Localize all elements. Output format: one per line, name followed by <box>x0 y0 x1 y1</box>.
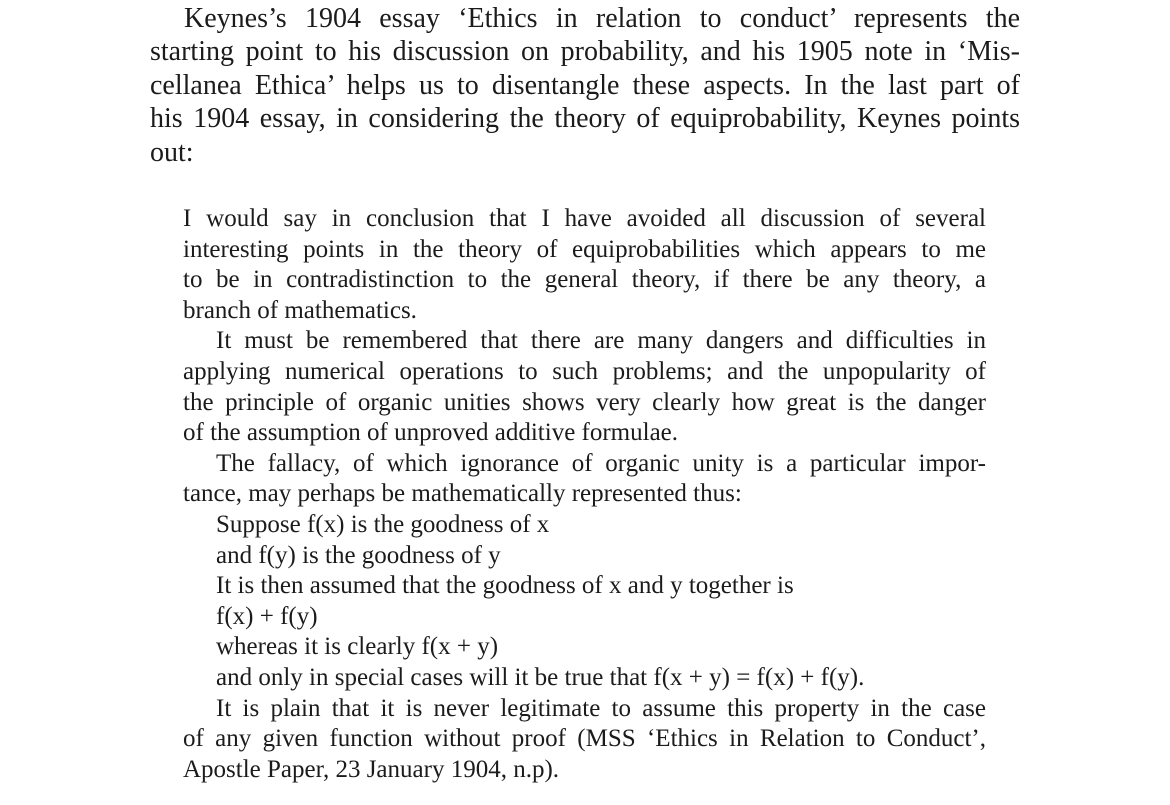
formula-line: f(x) + f(y) <box>216 602 318 630</box>
formula-line: whereas it is clearly f(x + y) <box>216 633 499 661</box>
text-line: cellanea Ethica’ helps us to disentangle these aspects. In the last part of <box>150 69 1020 101</box>
formula-line: Suppose f(x) is the goodness of x <box>216 510 550 538</box>
text-line: his 1904 essay, in considering the theory of equiprobability, Keynes points <box>150 103 1020 135</box>
formula-line: and only in special cases will it be true that f(x + y) = f(x) + f(y). <box>216 663 865 691</box>
quote-line: interesting points in the theory of equiprobabilities which appears to me <box>183 235 986 263</box>
intro-paragraph <box>150 2 1020 169</box>
quote-line: to be in contradistinction to the general theory, if there be any theory, a <box>183 266 986 294</box>
quote-line: branch of mathematics. <box>183 296 417 324</box>
quote-line: the principle of organic unities shows very clearly how great is the danger <box>183 388 986 416</box>
quote-line: Apostle Paper, 23 January 1904, n.p). <box>183 755 560 783</box>
quote-line: The fallacy, of which ignorance of organic unity is a particular impor- <box>216 449 986 477</box>
formula-line: It is then assumed that the goodness of x and y together is <box>216 572 794 600</box>
text-line: Keynes’s 1904 essay ‘Ethics in relation to conduct’ represents the <box>184 3 1020 34</box>
quote-line: It is plain that it is never legitimate to assume this property in the case <box>216 694 986 722</box>
quote-line: applying numerical operations to such problems; and the unpopularity of <box>183 357 986 385</box>
quote-line: It must be remembered that there are many dangers and difficulties in <box>216 327 986 355</box>
text-line: out: <box>150 136 194 168</box>
quote-line: tance, may perhaps be mathematically represented thus: <box>183 480 742 508</box>
quote-line: of the assumption of unproved additive formulae. <box>183 419 679 447</box>
text-line: starting point to his discussion on probability, and his 1905 note in ‘Mis- <box>150 36 1020 68</box>
quote-line: of any given function without proof (MSS ‘Ethics in Relation to Conduct’, <box>183 725 986 753</box>
quote-line: I would say in conclusion that I have avoided all discussion of several <box>183 205 986 232</box>
block-quote <box>183 204 986 785</box>
formula-line: and f(y) is the goodness of y <box>216 541 501 569</box>
